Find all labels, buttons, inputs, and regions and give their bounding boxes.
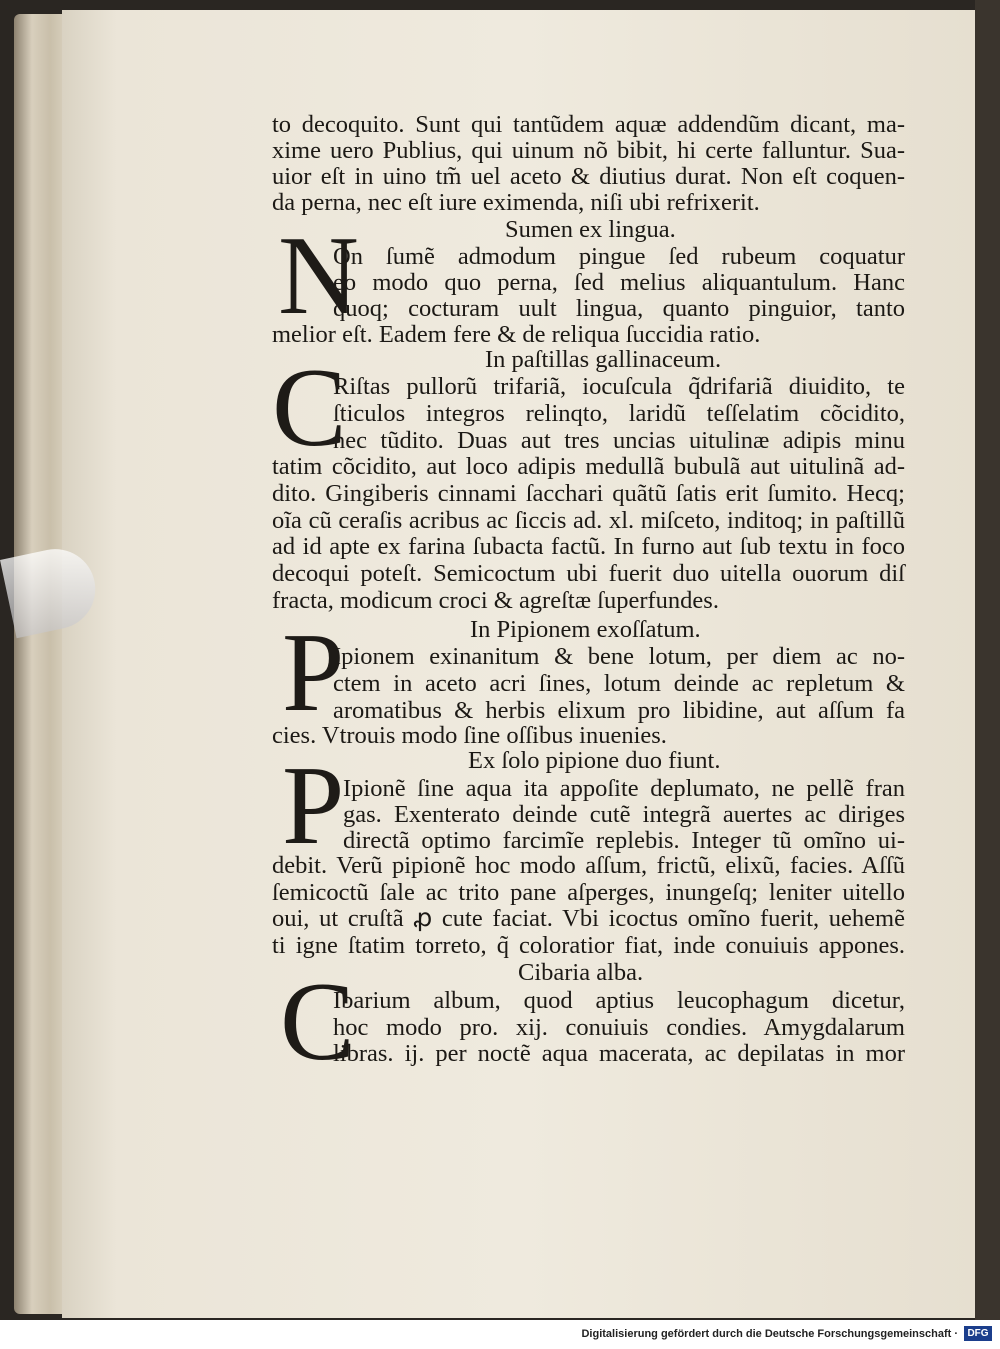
text-line: eo modo quo perna, ſed melius aliquantulum. Hanc xyxy=(333,269,905,296)
text-line: hoc modo pro. xij. conuiuis condies. Amygdalarum xyxy=(333,1014,905,1041)
text-line: quoq; cocturam uult lingua, quanto pinguior, tanto xyxy=(333,295,905,322)
text-line: dito. Gingiberis cinnami ſacchari quãtũ ſatis erit ſumito. Hecq; xyxy=(272,480,905,507)
section-heading: Sumen ex lingua. xyxy=(505,216,676,243)
text-line: oĩa cũ ceraſis acribus ac ſiccis ad. xl. miſceto, inditoq; in paſtillũ xyxy=(272,507,905,534)
footer-bar xyxy=(0,1320,1000,1349)
dfg-logo: DFG xyxy=(964,1326,992,1341)
section-heading: In paſtillas gallinaceum. xyxy=(485,346,722,373)
funding-credit: Digitalisierung gefördert durch die Deutsche Forschungsgemeinschaft · xyxy=(581,1328,958,1340)
section-heading: In Pipionem exoſſatum. xyxy=(470,616,701,643)
drop-cap-initial: C xyxy=(280,960,355,1084)
text-line: ſticulos integros relinqto, laridũ teſſelatim cõcidito, xyxy=(333,400,905,427)
drop-cap-initial: P xyxy=(282,744,345,868)
text-line: decoqui poteſt. Semicoctum ubi fuerit duo uitella ouorum diſ xyxy=(272,560,905,587)
text-line: On ſumẽ admodum pingue ſed rubeum coquatur xyxy=(333,243,905,270)
text-line: to decoquito. Sunt qui tantũdem aquæ addendũm dicant, ma- xyxy=(272,111,905,138)
text-line: debit. Verũ pipionẽ hoc modo aſſum, frictũ, elixũ, facies. Aſſũ xyxy=(272,852,905,879)
text-line: ſemicoctũ ſale ac trito pane aſperges, inungeſq; leniter uitello xyxy=(272,879,905,906)
text-line: nec tũdito. Duas aut tres uncias uitulinæ adipis minu xyxy=(333,427,905,454)
text-line: aromatibus & herbis elixum pro libidine, aut aſſum fa xyxy=(333,697,905,724)
text-line: melior eſt. Eadem fere & de reliqua ſuccidia ratio. xyxy=(272,321,761,348)
facing-page-edge xyxy=(975,0,1000,1320)
text-line: ad id apte ex farina ſubacta factũ. In furno aut ſub textu in foco xyxy=(272,533,905,560)
text-line: Ipionem exinanitum & bene lotum, per diem ac no- xyxy=(333,643,905,670)
text-line: ctem in aceto acri ſines, lotum deinde ac repletum & xyxy=(333,670,905,697)
section-heading: Cibaria alba. xyxy=(518,959,644,986)
text-line: tatim cõcidito, aut loco adipis medullã bubulã aut uitulinã ad- xyxy=(272,453,905,480)
text-line: oui, ut cruſtã ꝓ cute faciat. Vbi icoctus omĩno fuerit, uehemẽ xyxy=(272,905,905,932)
drop-cap-initial: C xyxy=(272,346,347,470)
text-line: Ipionẽ ſine aqua ita appoſite deplumato, ne pellẽ fran xyxy=(343,775,905,802)
section-heading: Ex ſolo pipione duo fiunt. xyxy=(468,747,721,774)
text-line: directã optimo farcimĩe replebis. Integer tũ omĩno ui- xyxy=(343,827,905,854)
text-line: cies. Vtrouis modo ſine oſſibus inuenies. xyxy=(272,722,667,749)
text-line: fracta, modicum croci & agreſtæ ſuperfundes. xyxy=(272,587,719,614)
text-line: libras. ij. per noctẽ aqua macerata, ac depilatas in mor xyxy=(333,1040,905,1067)
text-line: ti igne ſtatim torreto, q̃ coloratior fiat, inde conuiuis appones. xyxy=(272,932,905,959)
text-line: xime uero Publius, qui uinum nõ bibit, hi certe falluntur. Sua- xyxy=(272,137,905,164)
text-line: gas. Exenterato deinde cutẽ integrã auertes ac diriges xyxy=(343,801,905,828)
drop-cap-initial: N xyxy=(278,214,359,338)
text-line: uior eſt in uino tm̃ uel aceto & diutius durat. Non eſt coquen- xyxy=(272,163,905,190)
text-line: da perna, nec eſt iure eximenda, niſi ubi refrixerit. xyxy=(272,189,760,216)
text-line: Ibarium album, quod aptius leucophagum dicetur, xyxy=(333,987,905,1014)
text-line: Riſtas pullorũ trifariã, iocuſcula q̃drifariã diuidito, te xyxy=(333,373,905,400)
drop-cap-initial: P xyxy=(282,611,345,735)
